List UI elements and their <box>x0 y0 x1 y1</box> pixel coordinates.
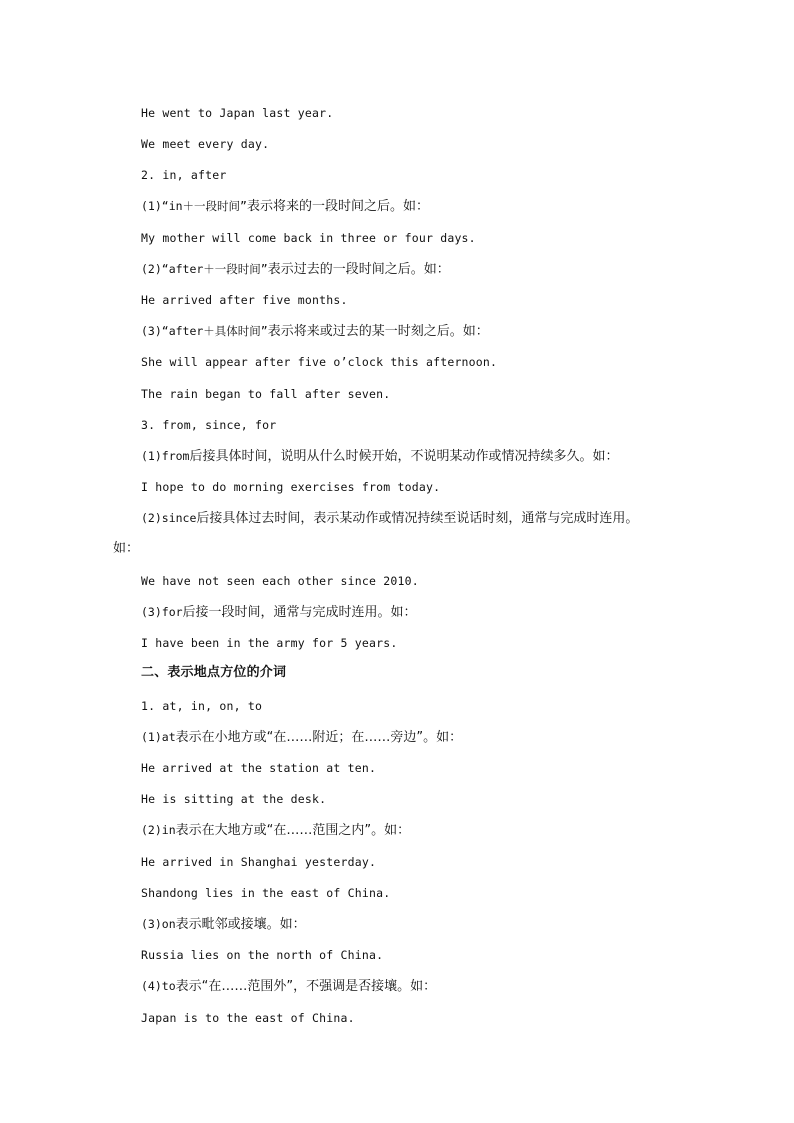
rule-text: 后接一段时间，通常与完成时连用。如： <box>182 605 417 620</box>
example-sentence: My mother will come back in three or four days. <box>141 231 476 245</box>
rule-text: 表示“在……范围外”，不强调是否接壤。如： <box>175 979 437 994</box>
section-heading: 二、表示地点方位的介词 <box>141 665 287 680</box>
example-sentence: He arrived at the station at ten. <box>141 761 377 775</box>
rule-prefix: (2)since <box>141 511 197 525</box>
subsection-title: 3. from, since, for <box>141 418 277 432</box>
rule-prefix: (3)on <box>141 917 176 931</box>
rule-prefix: (2)in <box>141 823 176 837</box>
subsection-title: 2. in, after <box>141 168 227 182</box>
example-sentence: He arrived in Shanghai yesterday. <box>141 855 377 869</box>
rule-prefix: (1)from <box>141 449 190 463</box>
rule-text: 后接具体时间，说明从什么时候开始，不说明某动作或情况持续多久。如： <box>189 449 619 464</box>
rule-prefix: (3)“after＋具体时间” <box>141 324 268 338</box>
rule-explanation <box>141 508 638 528</box>
example-sentence: He is sitting at the desk. <box>141 792 327 806</box>
example-sentence: We have not seen each other since 2010. <box>141 574 419 588</box>
example-sentence: He went to Japan last year. <box>141 106 334 120</box>
rule-explanation <box>141 914 306 934</box>
example-sentence: The rain began to fall after seven. <box>141 387 391 401</box>
subsection-title: 1. at, in, on, to <box>141 699 263 713</box>
rule-explanation <box>141 820 410 840</box>
rule-text: 表示毗邻或接壤。如： <box>175 917 306 932</box>
example-sentence: Russia lies on the north of China. <box>141 948 384 962</box>
example-sentence: Japan is to the east of China. <box>141 1011 355 1025</box>
example-sentence: She will appear after five o’clock this afternoon. <box>141 355 498 369</box>
rule-text: 表示将来的一段时间之后。如： <box>246 199 429 214</box>
rule-prefix: (1)at <box>141 730 176 744</box>
example-sentence: We meet every day. <box>141 137 270 151</box>
rule-text: 后接具体过去时间，表示某动作或情况持续至说话时刻，通常与完成时连用。 <box>196 511 639 526</box>
rule-prefix: (2)“after＋一段时间” <box>141 262 268 276</box>
rule-text: 表示将来或过去的某一时刻之后。如： <box>267 324 489 339</box>
rule-explanation <box>141 321 489 341</box>
example-sentence: He arrived after five months. <box>141 293 348 307</box>
rule-explanation <box>141 259 450 279</box>
rule-prefix: (3)for <box>141 605 183 619</box>
rule-text: 表示过去的一段时间之后。如： <box>267 262 450 277</box>
rule-explanation <box>141 196 429 216</box>
rule-prefix: (1)“in＋一段时间” <box>141 199 247 213</box>
example-sentence: I have been in the army for 5 years. <box>141 636 398 650</box>
rule-prefix: (4)to <box>141 979 176 993</box>
rule-explanation <box>141 602 417 622</box>
rule-explanation <box>141 727 462 747</box>
rule-explanation <box>141 446 618 466</box>
rule-text: 表示在大地方或“在……范围之内”。如： <box>175 823 411 838</box>
rule-explanation <box>141 976 436 996</box>
example-sentence: I hope to do morning exercises from today. <box>141 480 441 494</box>
example-sentence: Shandong lies in the east of China. <box>141 886 391 900</box>
rule-continuation: 如： <box>113 541 140 556</box>
rule-text: 表示在小地方或“在……附近；在……旁边”。如： <box>175 730 463 745</box>
